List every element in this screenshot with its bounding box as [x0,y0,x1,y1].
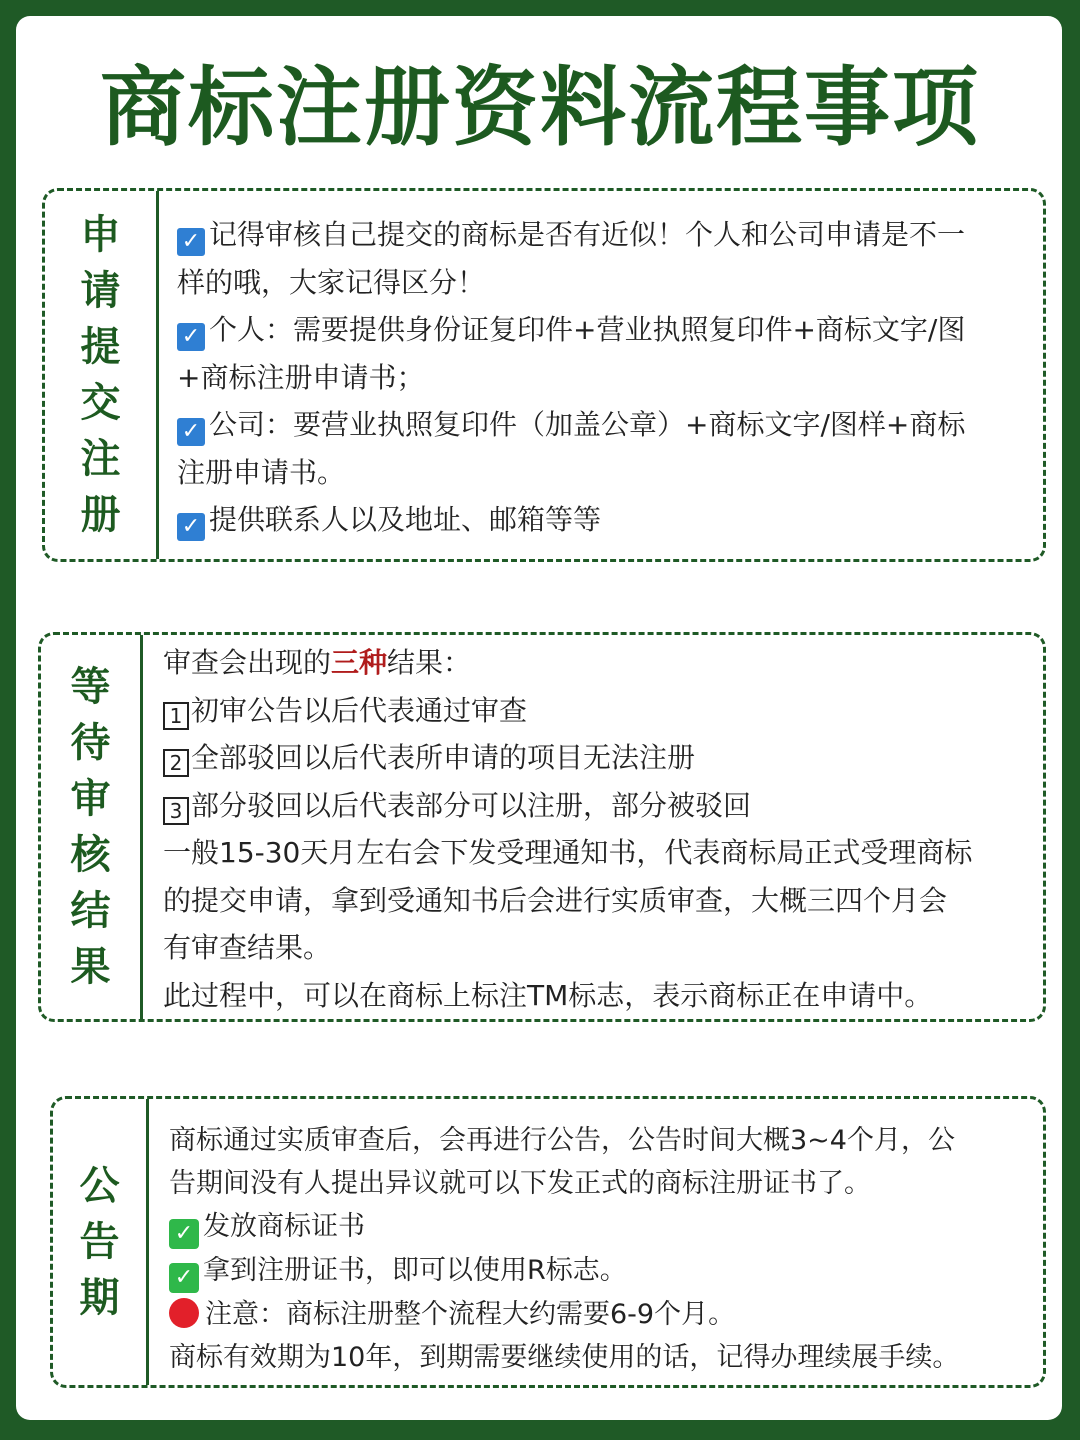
label-char: 果 [70,944,111,990]
list-item: ✓ 发放商标证书 [169,1205,1033,1249]
alert-item: 注意：商标注册整个流程大约需要6-9个月。 [169,1293,1033,1336]
green-check-icon: ✓ [169,1263,199,1293]
section-await-review [38,632,1046,1022]
text-line: 一般15-30天月左右会下发受理通知书，代表商标局正式受理商标 [163,836,973,869]
text-line: 的提交申请，拿到受通知书后会进行实质审查，大概三四个月会 [163,883,948,917]
list-item: ✓ 拿到注册证书，即可以使用R标志。 [169,1249,1033,1293]
label-char: 注 [80,436,121,482]
label-char: 提 [80,324,121,370]
number-3-icon: 3 [163,797,189,825]
result-item: 1 初审公告以后代表通过审查 [163,687,1033,735]
label-char: 交 [80,380,121,426]
text-line: 商标通过实质审查后，会再进行公告，公告时间大概3~4个月，公 [169,1125,955,1156]
label-char: 等 [70,664,111,710]
label-char: 核 [70,832,111,878]
label-char: 册 [80,492,121,538]
checkbox-icon: ✓ [177,513,205,541]
label-char: 告 [79,1219,120,1265]
text-line: 此过程中，可以在商标上标注TM标志，表示商标正在申请中。 [163,978,933,1012]
red-circle-icon [169,1298,199,1328]
page-title: 商标注册资料流程事项 [100,58,980,158]
intro-line: 审查会出现的三种结果： [163,646,472,679]
label-char: 公 [79,1163,120,1209]
section-label [53,1099,149,1385]
section-body [163,639,1033,1019]
label-char: 期 [79,1275,120,1321]
label-char: 请 [80,268,121,314]
label-char: 申 [80,212,121,258]
section-label [45,191,159,559]
section-body [169,1119,1033,1385]
list-item: ✓ 记得审核自己提交的商标是否有近似！个人和公司申请是不一 [177,211,1033,259]
text-line: 告期间没有人提出异议就可以下发正式的商标注册证书了。 [169,1168,871,1199]
list-item: ✓ 个人：需要提供身份证复印件+营业执照复印件+商标文字/图 [177,306,1033,354]
section-apply-submit [42,188,1046,562]
label-char: 结 [70,888,111,934]
highlight-text: 三种 [331,646,388,679]
label-char: 待 [70,720,111,766]
number-2-icon: 2 [163,749,189,777]
section-body [177,211,1033,559]
section-announcement [50,1096,1046,1388]
green-check-icon: ✓ [169,1219,199,1249]
result-item: 2 全部驳回以后代表所申请的项目无法注册 [163,734,1033,782]
checkbox-icon: ✓ [177,228,205,256]
text-line: 注册申请书。 [177,455,346,489]
text-line: +商标注册申请书； [177,360,425,394]
list-item: ✓ 公司：要营业执照复印件（加盖公章）+商标文字/图样+商标 [177,401,1033,449]
text-line: 样的哦，大家记得区分！ [177,265,486,299]
list-item: ✓ 提供联系人以及地址、邮箱等等 [177,496,1033,544]
text-line: 商标有效期为10年，到期需要继续使用的话，记得办理续展手续。 [169,1342,960,1373]
number-1-icon: 1 [163,702,189,730]
checkbox-icon: ✓ [177,418,205,446]
checkbox-icon: ✓ [177,323,205,351]
label-char: 审 [70,776,111,822]
result-item: 3 部分驳回以后代表部分可以注册，部分被驳回 [163,782,1033,830]
text-line: 有审查结果。 [163,931,332,964]
section-label [41,635,143,1019]
